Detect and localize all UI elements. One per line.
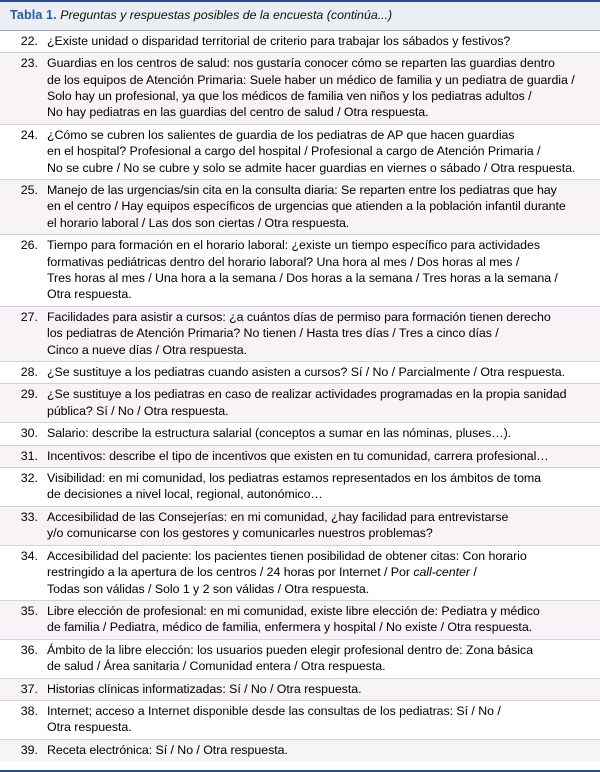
question-number: 38. [20,703,38,718]
table-row [0,125,600,180]
question-number: 37. [20,681,38,696]
table-bottom-spacer [0,761,600,770]
question-text: Ámbito de la libre elección: los usuarios pueden elegir profesional dentro de: Zona básica de salud / Área sanitaria / Comunidad entera / Otra respuesta. [47,642,533,674]
question-number: 22. [20,33,38,48]
table-row [0,740,600,761]
question-text: ¿Cómo se cubren los salientes de guardia de los pediatras de AP que hacen guardias en el hospital? Profesional a cargo del hospital / Profesional a cargo de Atención Primaria / No se cubre / No se cubre y solo se admite hacer guardias en viernes o sábado / Otra respuesta. [47,127,576,175]
question-number: 26. [20,238,38,253]
table-rows [0,31,600,761]
question-number: 32. [20,471,38,486]
table-row [0,180,600,235]
question-number: 39. [20,742,38,757]
question-text: Libre elección de profesional: en mi comunidad, existe libre elección de: Pediatra y médico de familia / Pediatra, médico de familia, enfermera y hospital / No existe / Otra respuesta. [47,603,540,635]
table-row [0,362,600,384]
question-text: ¿Se sustituye a los pediatras cuando asisten a cursos? Sí / No / Parcialmente / Otra respuesta. [47,365,565,380]
question-text: Historias clínicas informatizadas: Sí / No / Otra respuesta. [47,681,362,696]
question-number: 29. [20,387,38,402]
question-number: 30. [20,426,38,441]
question-text: Internet; acceso a Internet disponible desde las consultas de los pediatras: Sí / No / Otra respuesta. [47,703,501,735]
question-text: Salario: describe la estructura salarial (conceptos a sumar en las nóminas, pluses…). [47,426,512,441]
question-text: Accesibilidad del paciente: los pacientes tienen posibilidad de obtener citas: Con horario restringido a la apertura de los centros / 24 horas por Internet / Por call-center / Todas son válidas / Solo 1 y 2 son válidas / Otra respuesta. [47,548,527,596]
question-number: 33. [20,509,38,524]
question-number: 27. [20,309,38,324]
question-number: 25. [20,182,38,197]
question-text: Incentivos: describe el tipo de incentivos que existen en tu comunidad, carrera profesional… [47,448,549,463]
table-row [0,53,600,125]
table-row [0,446,600,468]
question-text: Facilidades para asistir a cursos: ¿a cuántos días de permiso para formación tienen derecho los pediatras de Atención Primaria? No tienen / Hasta tres días / Tres a cinco días / Cinco a nueve días / Otra respuesta. [47,309,551,357]
question-number: 36. [20,642,38,657]
table-row [0,601,600,640]
table-caption-label: Tabla 1. [10,8,57,22]
table-row [0,679,600,701]
table-caption [0,0,600,31]
table-row [0,468,600,507]
table-row [0,384,600,423]
question-number: 35. [20,603,38,618]
question-number: 23. [20,56,38,71]
question-text: ¿Se sustituye a los pediatras en caso de realizar actividades programadas en la propia sanidad pública? Sí / No / Otra respuesta. [47,387,567,418]
table-row [0,235,600,307]
question-text: Tiempo para formación en el horario laboral: ¿existe un tiempo específico para actividades formativas pediátricas dentro del horario laboral? Una hora al mes / Dos horas al mes / Tres horas al mes / Una hora a la semana / Dos horas a la semana / Tres horas a la semana / Otra respuesta. [47,238,558,302]
table-row [0,31,600,53]
table-row [0,307,600,362]
table-row [0,507,600,546]
question-number: 24. [20,127,38,142]
table-row [0,423,600,445]
question-text: Visibilidad: en mi comunidad, los pediatras estamos representados en los ámbitos de toma de decisiones a nivel local, regional, autonómico… [47,471,542,502]
question-number: 34. [20,548,38,563]
table-row [0,546,600,601]
question-text: Guardias en los centros de salud: nos gustaría conocer cómo se reparten las guardias dentro de los equipos de Atención Primaria: Suele haber un médico de familia y un pediatra de guardia / Solo hay un profesional, ya que los médicos de familia ven niños y los pediatras adultos / No hay pediatras en las guardias del centro de salud / Otra respuesta. [47,56,575,120]
table-caption-text: Preguntas y respuestas posibles de la encuesta (continúa...) [60,8,393,22]
table-row [0,640,600,679]
question-text: Accesibilidad de las Consejerías: en mi comunidad, ¿hay facilidad para entrevistarse y/o comunicarse con los gestores y comunicarles nuestros problemas? [47,509,509,541]
question-text: Manejo de las urgencias/sin cita en la consulta diaria: Se reparten entre los pediatras que hay en el centro / Hay equipos específicos de urgencias que atienden a la población infantil durante el horario laboral / Las dos son ciertas / Otra respuesta. [47,182,566,230]
question-text: Receta electrónica: Sí / No / Otra respuesta. [47,742,288,757]
question-text: ¿Existe unidad o disparidad territorial de criterio para trabajar los sábados y festivos? [47,33,511,48]
table-row [0,701,600,740]
question-number: 31. [20,448,38,463]
question-number: 28. [20,365,38,380]
